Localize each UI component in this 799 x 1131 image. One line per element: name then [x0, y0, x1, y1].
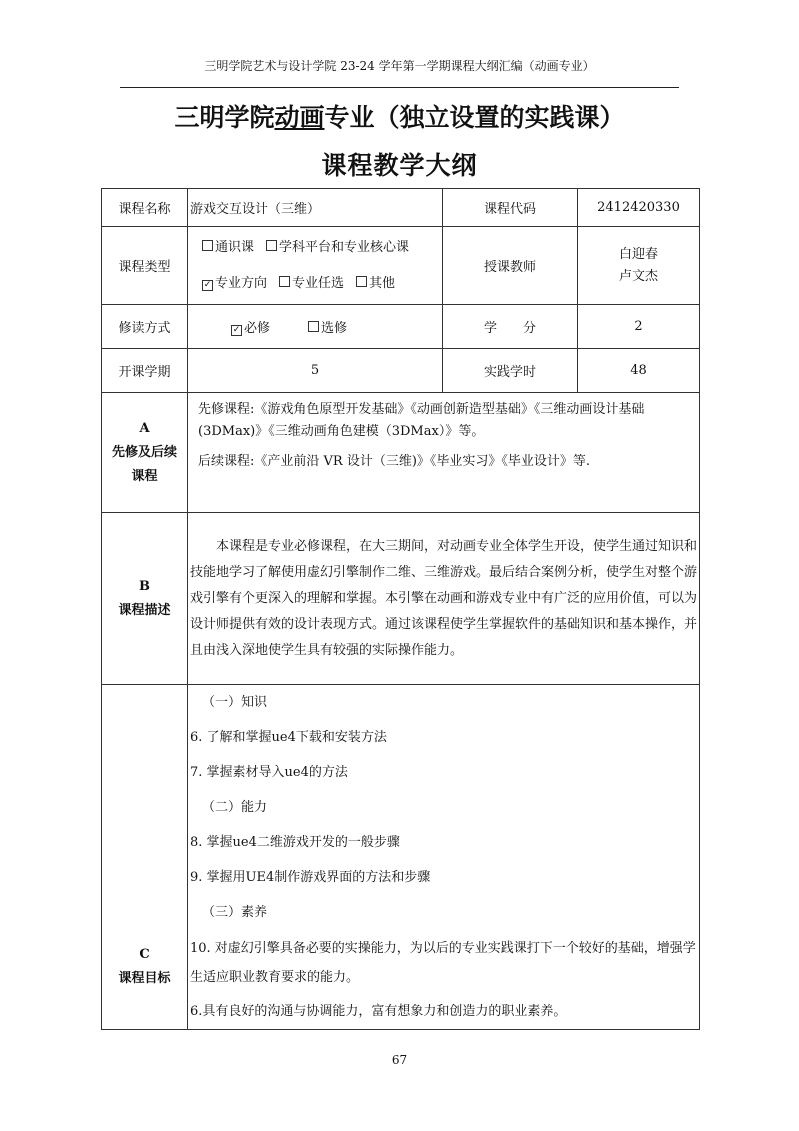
- course-type-option[interactable]: [279, 266, 344, 302]
- credit-label: 学 分: [443, 305, 578, 349]
- document-title: [0, 98, 799, 134]
- course-type-option[interactable]: [202, 266, 267, 302]
- checkbox-icon[interactable]: [356, 276, 367, 287]
- section-a-title-1: 先修及后续: [111, 444, 177, 460]
- study-mode-option[interactable]: [231, 317, 270, 336]
- semester-value: 5: [188, 349, 443, 393]
- course-type-option-label: 专业任选: [292, 275, 345, 291]
- course-type-label: 课程类型: [102, 227, 188, 305]
- page-number: 67: [391, 1053, 408, 1067]
- row-section-a: [102, 393, 700, 513]
- checked-checkbox-icon[interactable]: ✓: [203, 279, 212, 290]
- checkbox-icon[interactable]: [202, 240, 213, 251]
- section-a-content: [188, 393, 700, 513]
- teacher-value: [578, 227, 700, 305]
- course-type-row-1: [202, 230, 442, 266]
- study-mode-label: 修读方式: [102, 305, 188, 349]
- header-rule: [120, 87, 679, 88]
- row-study-mode: [102, 305, 700, 349]
- course-type-options: [188, 227, 443, 305]
- section-b-label: [102, 513, 188, 685]
- practice-hours-label: 实践学时: [443, 349, 578, 393]
- course-code-value: 2412420330: [578, 189, 700, 227]
- course-type-option[interactable]: [356, 266, 395, 302]
- syllabus-table: [101, 188, 700, 1030]
- title-pre: 三明学院: [174, 103, 275, 132]
- checkbox-icon[interactable]: [308, 321, 319, 332]
- followup-courses: 后续课程:《产业前沿 VR 设计（三维)》《毕业实习》《毕业设计》等.: [198, 454, 591, 469]
- goal-heading-literacy: （三）素养: [202, 905, 268, 920]
- section-c-content: [188, 685, 700, 1030]
- document-subtitle: 课程教学大纲: [321, 151, 478, 180]
- row-course-name: [102, 189, 700, 227]
- checkbox-icon[interactable]: [279, 276, 290, 287]
- row-semester: [102, 349, 700, 393]
- goal-item-6b: 6.具有良好的沟通与协调能力，富有想象力和创造力的职业素养。: [190, 1004, 567, 1019]
- section-c-title: 课程目标: [118, 971, 171, 986]
- section-b-letter: B: [139, 578, 150, 594]
- row-section-c: [102, 685, 700, 1030]
- course-type-option-label: 其他: [369, 275, 396, 291]
- goal-item-10: 10. 对虚幻引擎具备必要的实操能力，为以后的专业实践课打下一个较好的基础，增强学生适应职业教育要求的能力。: [190, 941, 696, 985]
- section-b-title: 课程描述: [118, 602, 171, 618]
- course-type-row-2: [202, 266, 442, 302]
- goal-item-6: 6. 了解和掌握ue4下载和安装方法: [190, 730, 387, 745]
- goal-heading-knowledge: （一）知识: [202, 695, 268, 710]
- goal-item-9: 9. 掌握用UE4制作游戏界面的方法和步骤: [190, 870, 431, 885]
- section-a-label: [102, 393, 188, 513]
- study-mode-options: [188, 305, 443, 349]
- checked-checkbox-icon[interactable]: ✓: [232, 325, 241, 335]
- row-course-type: [102, 227, 700, 305]
- row-section-b: [102, 513, 700, 685]
- section-c-letter: C: [139, 947, 150, 962]
- study-mode-option-label: 选修: [321, 321, 348, 336]
- title-post: 专业（独立设置的实践课）: [324, 103, 625, 132]
- teacher-label: 授课教师: [443, 227, 578, 305]
- course-type-option-label: 学科平台和专业核心课: [279, 239, 410, 255]
- course-type-option[interactable]: [266, 230, 409, 266]
- title-major: 动画: [274, 103, 325, 132]
- section-c-label: [102, 685, 188, 1030]
- course-name-value: 游戏交互设计（三维）: [188, 189, 443, 227]
- course-type-option[interactable]: [202, 230, 254, 266]
- semester-label: 开课学期: [102, 349, 188, 393]
- running-header: 三明学院艺术与设计学院 23-24 学年第一学期课程大纲汇编（动画专业）: [204, 59, 595, 73]
- study-mode-option[interactable]: [308, 317, 347, 336]
- section-a-title-2: 课程: [131, 468, 158, 484]
- credit-value: 2: [578, 305, 700, 349]
- teacher-1: 白迎春: [618, 246, 658, 262]
- course-type-option-label: 通识课: [215, 239, 255, 255]
- section-a-letter: A: [139, 420, 150, 436]
- practice-hours-value: 48: [578, 349, 700, 393]
- section-b-content: [188, 513, 700, 685]
- course-type-option-label: 专业方向: [215, 275, 268, 291]
- goal-item-7: 7. 掌握素材导入ue4的方法: [190, 765, 348, 780]
- goal-heading-ability: （二）能力: [202, 800, 268, 815]
- course-description: 本课程是专业必修课程，在大三期间，对动画专业全体学生开设，使学生通过知识和技能地学习了解使用虚幻引擎制作二维、三维游戏。最后结合案例分析，使学生对整个游戏引擎有个更深入的理解和掌握。本引擎在动画和游戏专业中有广泛的应用价值，可以为设计师提供有效的设计表现方式。通过该课程使学生掌握软件的基础知识和基本操作，并且由浅入深地使学生具有较强的实际操作能力。: [190, 538, 698, 658]
- checkbox-icon[interactable]: [266, 240, 277, 251]
- prereq-courses: 先修课程:《游戏角色原型开发基础》《动画创新造型基础》《三维动画设计基础(3DMax)》《三维动画角色建模（3DMax）》等。: [198, 402, 645, 439]
- teacher-2: 卢文杰: [618, 268, 658, 284]
- course-code-label: 课程代码: [443, 189, 578, 227]
- study-mode-option-label: 必修: [244, 321, 271, 336]
- course-name-label: 课程名称: [102, 189, 188, 227]
- goal-item-8: 8. 掌握ue4二维游戏开发的一般步骤: [190, 835, 400, 850]
